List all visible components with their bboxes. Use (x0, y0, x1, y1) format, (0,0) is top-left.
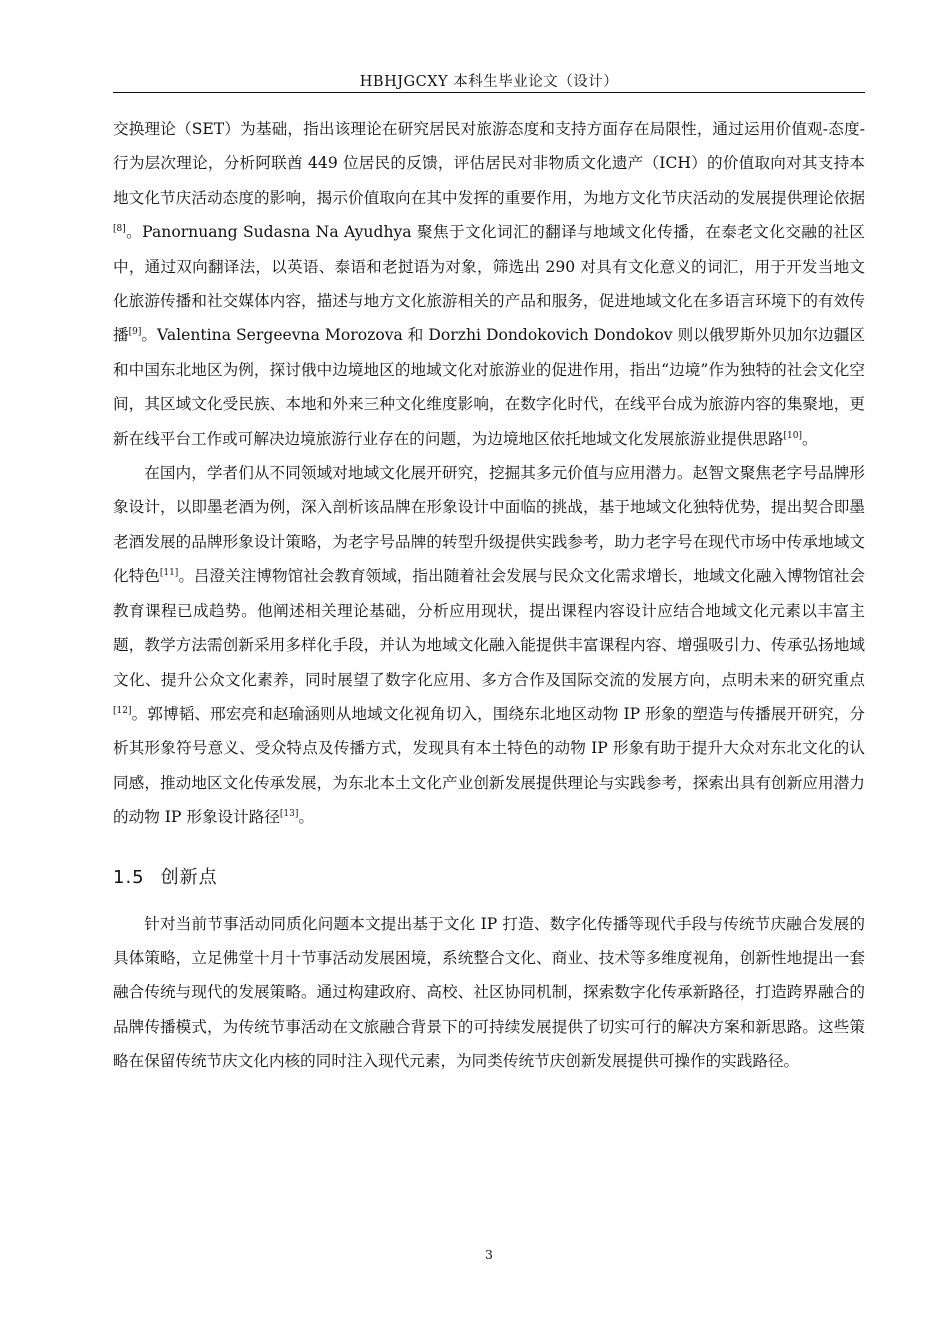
citation-ref: [10] (783, 430, 803, 441)
section-number: 1.5 (113, 866, 145, 888)
citation-ref: [12] (113, 705, 132, 716)
citation-ref: [11] (159, 568, 179, 579)
paragraph-text: 。郭博韬、邢宏亮和赵瑜涵则从地域文化视角切入，围绕东北地区动物 IP 形象的塑造与传播展开研究，分析其形象符号意义、受众特点及传播方式，发现具有本土特色的动物 IP 形象有助于提升大众对东北文化的认同感，推动地区文化传承发展，为东北本土文化产业创新发展提供理论与实践参考，探索出具有创新应用潜力的动物 IP 形象设计路径 (113, 704, 865, 827)
page-header: HBHJGCXY 本科生毕业论文（设计） (359, 74, 619, 90)
paragraph-text: 交换理论（SET）为基础，指出该理论在研究居民对旅游态度和支持方面存在局限性，通过运用价值观-态度-行为层次理论，分析阿联酋 449 位居民的反馈，评估居民对非物质文化遗产（ICH）的价值取向对其支持本地文化节庆活动态度的影响，揭示价值取向在其中发挥的重要作用，为地方文化节庆活动的发展提供理论依据 (113, 120, 865, 207)
paragraph-text: 在国内，学者们从不同领域对地域文化展开研究，挖掘其多元价值与应用潜力。赵智文聚焦老字号品牌形象设计，以即墨老酒为例，深入剖析该品牌在形象设计中面临的挑战，基于地域文化独特优势，提出契合即墨老酒发展的品牌形象设计策略，为老字号品牌的转型升级提供实践参考，助力老字号在现代市场中传承地域文化特色 (113, 464, 865, 586)
page-number: 3 (485, 1247, 493, 1262)
paragraph-end: 。 (298, 808, 315, 827)
paragraph-text: 。吕澄关注博物馆社会教育领域，指出随着社会发展与民众文化需求增长，地域文化融入博物馆社会教育课程已成趋势。他阐述相关理论基础，分析应用现状，提出课程内容设计应结合地域文化元素以丰富主题，教学方法需创新采用多样化手段，并认为地域文化融入能提供丰富课程内容、增强吸引力、传承弘扬地域文化、提升公众文化素养，同时展望了数字化应用、多方合作及国际交流的发展方向，点明未来的研究重点 (113, 567, 865, 689)
paragraph-text: 。Valentina Sergeevna Morozova 和 Dorzhi Dondokovich Dondokov 则以俄罗斯外贝加尔边疆区和中国东北地区为例，探讨俄中边境地区的地域文化对旅游业的促进作用，指出“边境”作为独特的社会文化空间，其区域文化受民族、本地和外来三种文化维度影响，在数字化时代，在线平台成为旅游内容的集聚地，更新在线平台工作或可解决边境旅游行业存在的问题，为边境地区依托地域文化发展旅游业提供思路 (113, 326, 865, 448)
section-heading (113, 865, 865, 891)
paragraph-text: 。Panornuang Sudasna Na Ayudhya 聚焦于文化词汇的翻译与地域文化传播，在泰老文化交融的社区中，通过双向翻译法，以英语、泰语和老挝语为对象，筛选出 290 对具有文化意义的词汇，用于开发当地文化旅游传播和社交媒体内容，描述与地方文化旅游相关的产品和服务，促进地域文化在多语言环境下的有效传播 (113, 223, 865, 345)
citation-ref: [8] (113, 224, 126, 235)
paragraph-foreign-studies (113, 112, 865, 456)
header-divider (113, 92, 865, 93)
document-body (113, 112, 865, 1079)
paragraph-innovation: 针对当前节事活动同质化问题本文提出基于文化 IP 打造、数字化传播等现代手段与传统节庆融合发展的具体策略，立足佛堂十月十节事活动发展困境，系统整合文化、商业、技术等多维度视角，创新性地提出一套融合传统与现代的发展策略。通过构建政府、高校、社区协同机制，探索数字化传承新路径，打造跨界融合的品牌传播模式，为传统节事活动在文旅融合背景下的可持续发展提供了切实可行的解决方案和新思路。这些策略在保留传统节庆文化内核的同时注入现代元素，为同类传统节庆创新发展提供可操作的实践路径。 (113, 914, 865, 1071)
citation-ref: [9] (128, 327, 142, 338)
citation-ref: [13] (279, 808, 299, 819)
section-title: 创新点 (160, 866, 218, 888)
paragraph-domestic-studies (113, 456, 865, 834)
paragraph-end: 。 (802, 429, 818, 448)
